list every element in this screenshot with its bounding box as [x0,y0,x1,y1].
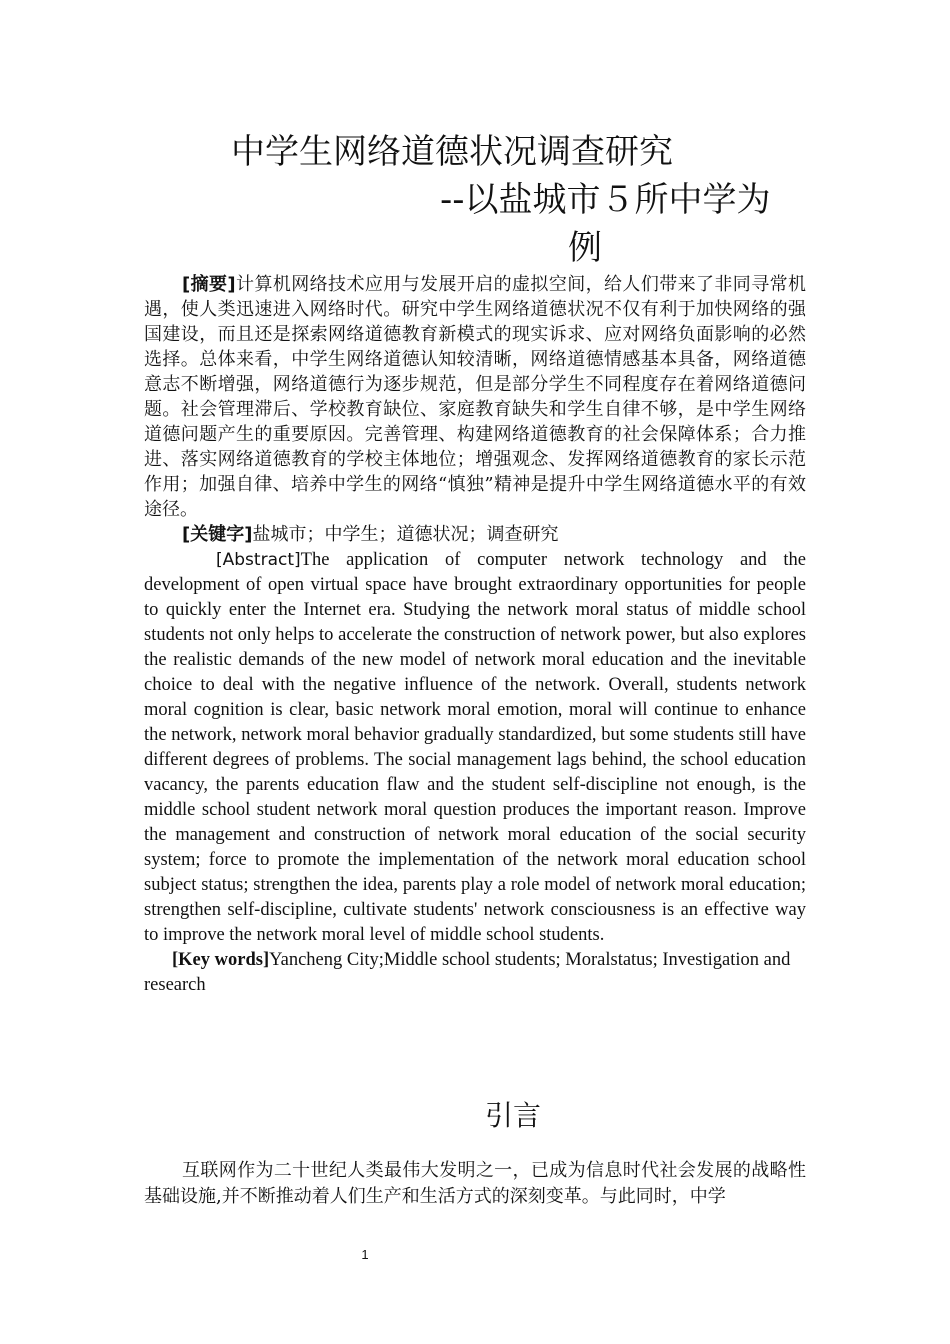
chinese-abstract-label: [摘要] [182,274,236,295]
english-keywords-text: Yancheng City;Middle school students; Moralstatus; Investigation and research [144,950,791,995]
chinese-abstract [144,272,806,522]
paper-subtitle-line: --以盐城市５所中学为 [440,180,771,220]
title-block [0,128,950,268]
english-abstract-section [144,548,806,998]
chinese-abstract-section [144,272,806,547]
english-keywords-label: [Key words] [172,950,270,970]
page-number: 1 [361,1247,369,1262]
intro-paragraph: 互联网作为二十世纪人类最伟大发明之一，已成为信息时代社会发展的战略性基础设施,并不断推动着人们生产和生活方式的深刻变革。与此同时，中学 [144,1160,806,1207]
section-heading-text: 引言 [484,1099,541,1132]
section-heading-intro [38,1098,950,1134]
intro-paragraph-section [144,1158,806,1210]
english-abstract [144,548,806,948]
english-abstract-text: The application of computer network technology and the development of open virtual space have brought extraordinary opportunities for people to quickly enter the Internet era. Studying the network moral status of middle school students not only helps to accelerate the construction of network power, but also explores the realistic demands of the new model of network moral education and the inevitable choice to deal with the negative influence of the network. Overall, students network moral cognition is clear, basic network moral emotion, moral will continue to enhance the network, network moral behavior gradually standardized, but some students still have different degrees of problems. The social management lags behind, the school education vacancy, the parents education flaw and the student self-discipline not enough, is the middle school student network moral question produces the important reason. Improve the management and construction of network moral education of the social security system; force to promote the implementation of the network moral education school subject status; strengthen the idea, parents play a role model of network moral education; strengthen self-discipline, cultivate students' network consciousness is an effective way to improve the network moral level of middle school students. [144,550,806,945]
english-abstract-label: [Abstract] [216,550,301,570]
paper-title: 中学生网络道德状况调查研究 [231,132,673,172]
paper-subtitle [440,176,790,272]
chinese-keywords-label: [关键字] [182,524,253,545]
chinese-keywords [144,522,806,547]
chinese-abstract-text: 计算机网络技术应用与发展开启的虚拟空间，给人们带来了非同寻常机遇，使人类迅速进入网络时代。研究中学生网络道德状况不仅有利于加快网络的强国建设，而且还是探索网络道德教育新模式的现实诉求、应对网络负面影响的必然选择。总体来看，中学生网络道德认知较清晰，网络道德情感基本具备，网络道德意志不断增强，网络道德行为逐步规范，但是部分学生不同程度存在着网络道德问题。社会管理滞后、学校教育缺位、家庭教育缺失和学生自律不够，是中学生网络道德问题产生的重要原因。完善管理、构建网络道德教育的社会保障体系；合力推进、落实网络道德教育的学校主体地位；增强观念、发挥网络道德教育的家长示范作用；加强自律、培养中学生的网络“慎独”精神是提升中学生网络道德水平的有效途径。 [144,274,807,520]
chinese-keywords-text: 盐城市；中学生；道德状况；调查研究 [252,524,559,545]
paper-subtitle-end: 例 [568,228,602,268]
english-keywords [144,948,806,998]
